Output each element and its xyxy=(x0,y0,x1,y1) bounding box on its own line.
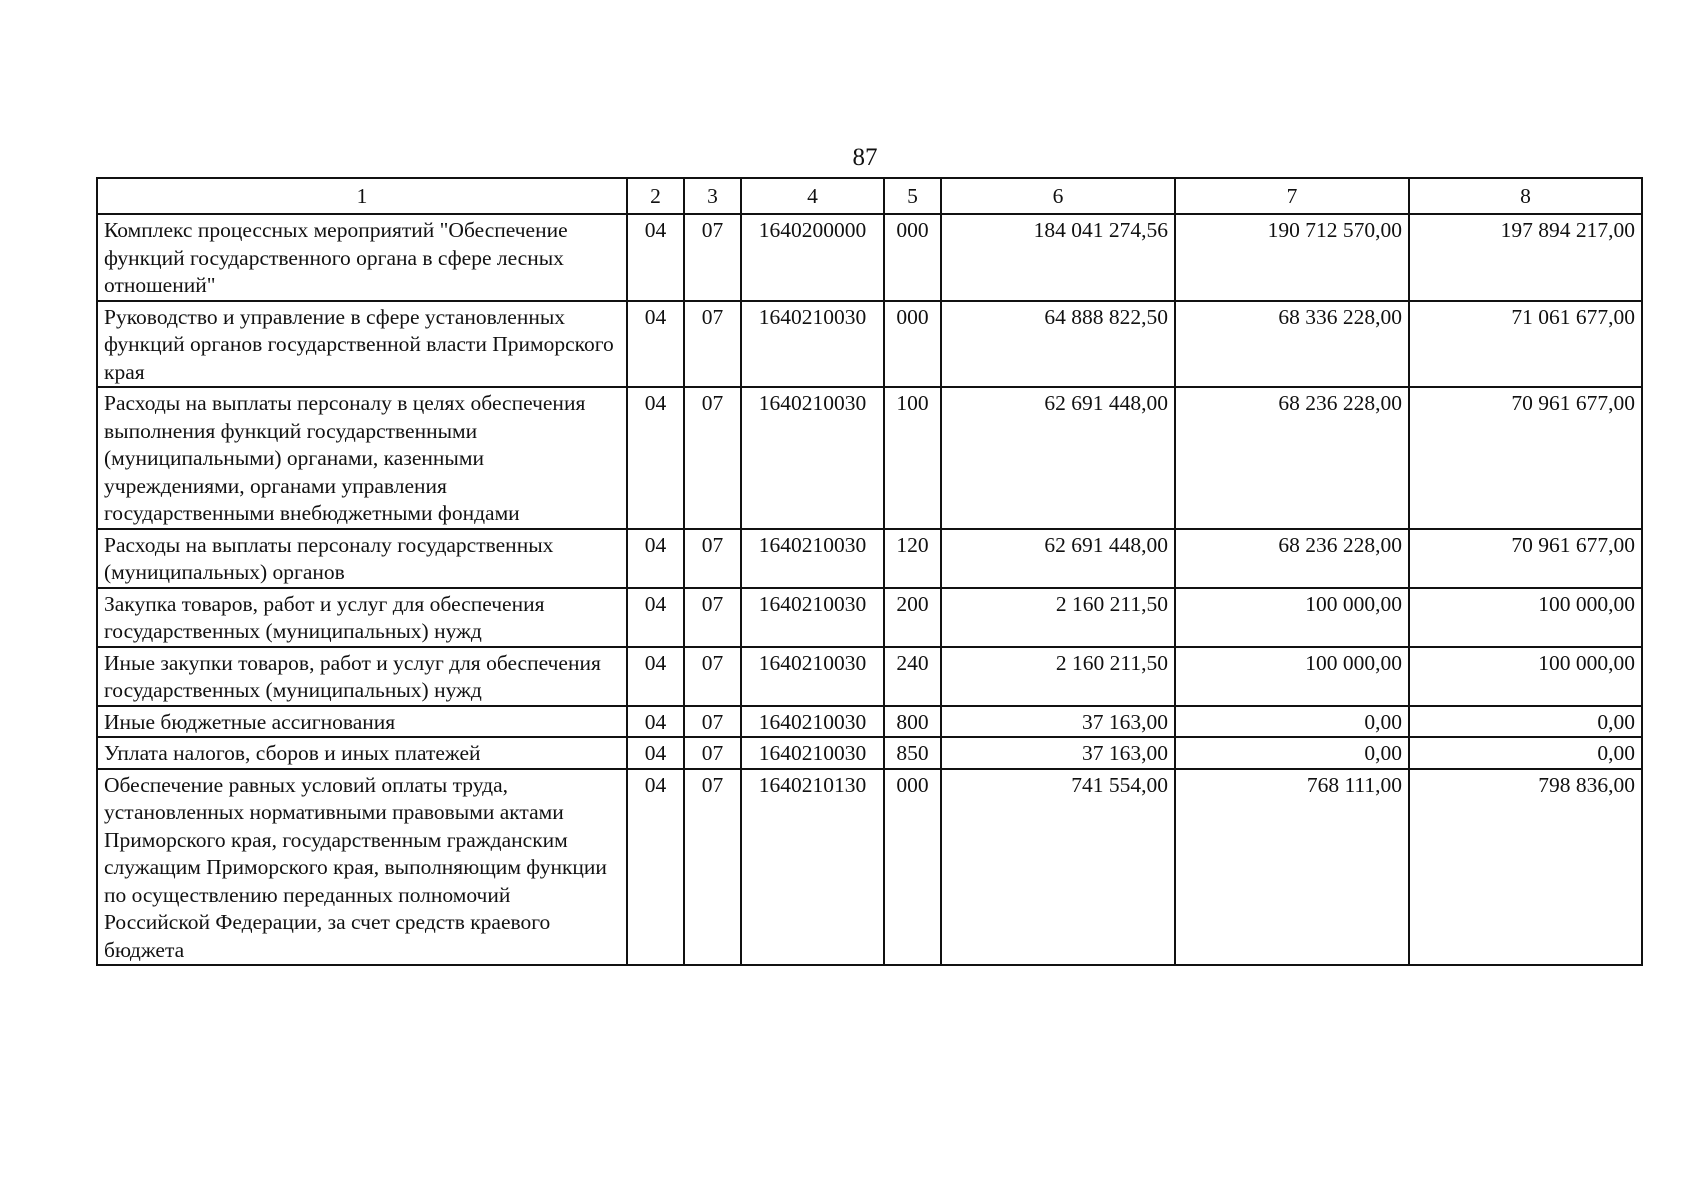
amount-col6: 741 554,00 xyxy=(941,769,1175,966)
amount-col6: 37 163,00 xyxy=(941,706,1175,738)
item-name: Расходы на выплаты персоналу государственных (муниципальных) органов xyxy=(97,529,627,588)
amount-col7: 190 712 570,00 xyxy=(1175,214,1409,301)
table-row xyxy=(97,769,1642,966)
target-article-code: 1640210030 xyxy=(741,647,884,706)
section-code: 04 xyxy=(627,737,684,769)
column-header: 5 xyxy=(884,178,941,214)
section-code: 04 xyxy=(627,301,684,388)
subsection-code: 07 xyxy=(684,647,741,706)
section-code: 04 xyxy=(627,214,684,301)
target-article-code: 1640210030 xyxy=(741,301,884,388)
item-name: Закупка товаров, работ и услуг для обеспечения государственных (муниципальных) нужд xyxy=(97,588,627,647)
budget-table xyxy=(96,177,1643,966)
section-code: 04 xyxy=(627,769,684,966)
table-row xyxy=(97,737,1642,769)
amount-col6: 62 691 448,00 xyxy=(941,387,1175,529)
target-article-code: 1640210130 xyxy=(741,769,884,966)
section-code: 04 xyxy=(627,706,684,738)
section-code: 04 xyxy=(627,647,684,706)
table-row xyxy=(97,301,1642,388)
expense-type-code: 000 xyxy=(884,769,941,966)
table-row xyxy=(97,529,1642,588)
column-header: 4 xyxy=(741,178,884,214)
target-article-code: 1640210030 xyxy=(741,529,884,588)
amount-col8: 0,00 xyxy=(1409,706,1642,738)
target-article-code: 1640200000 xyxy=(741,214,884,301)
column-header: 3 xyxy=(684,178,741,214)
subsection-code: 07 xyxy=(684,529,741,588)
target-article-code: 1640210030 xyxy=(741,387,884,529)
amount-col7: 100 000,00 xyxy=(1175,588,1409,647)
expense-type-code: 000 xyxy=(884,301,941,388)
amount-col8: 798 836,00 xyxy=(1409,769,1642,966)
target-article-code: 1640210030 xyxy=(741,706,884,738)
page-number: 87 xyxy=(852,144,878,171)
item-name: Комплекс процессных мероприятий "Обеспечение функций государственного органа в сфере лесных отношений" xyxy=(97,214,627,301)
subsection-code: 07 xyxy=(684,588,741,647)
column-header: 6 xyxy=(941,178,1175,214)
expense-type-code: 200 xyxy=(884,588,941,647)
amount-col7: 768 111,00 xyxy=(1175,769,1409,966)
amount-col8: 70 961 677,00 xyxy=(1409,387,1642,529)
expense-type-code: 800 xyxy=(884,706,941,738)
amount-col7: 68 236 228,00 xyxy=(1175,387,1409,529)
table-row xyxy=(97,647,1642,706)
item-name: Расходы на выплаты персоналу в целях обеспечения выполнения функций государственными (муниципальными) органами, казенными учреждениями, органами управления государственными внебюджетными фондами xyxy=(97,387,627,529)
amount-col6: 184 041 274,56 xyxy=(941,214,1175,301)
amount-col7: 68 236 228,00 xyxy=(1175,529,1409,588)
amount-col8: 100 000,00 xyxy=(1409,647,1642,706)
expense-type-code: 100 xyxy=(884,387,941,529)
column-header: 8 xyxy=(1409,178,1642,214)
section-code: 04 xyxy=(627,387,684,529)
column-header: 1 xyxy=(97,178,627,214)
item-name: Уплата налогов, сборов и иных платежей xyxy=(97,737,627,769)
amount-col6: 2 160 211,50 xyxy=(941,588,1175,647)
expense-type-code: 120 xyxy=(884,529,941,588)
amount-col6: 62 691 448,00 xyxy=(941,529,1175,588)
amount-col6: 64 888 822,50 xyxy=(941,301,1175,388)
target-article-code: 1640210030 xyxy=(741,588,884,647)
subsection-code: 07 xyxy=(684,769,741,966)
column-header: 7 xyxy=(1175,178,1409,214)
expense-type-code: 240 xyxy=(884,647,941,706)
subsection-code: 07 xyxy=(684,706,741,738)
section-code: 04 xyxy=(627,529,684,588)
subsection-code: 07 xyxy=(684,214,741,301)
amount-col8: 197 894 217,00 xyxy=(1409,214,1642,301)
target-article-code: 1640210030 xyxy=(741,737,884,769)
item-name: Иные бюджетные ассигнования xyxy=(97,706,627,738)
table-row xyxy=(97,387,1642,529)
amount-col7: 68 336 228,00 xyxy=(1175,301,1409,388)
column-header: 2 xyxy=(627,178,684,214)
table-row xyxy=(97,588,1642,647)
amount-col8: 100 000,00 xyxy=(1409,588,1642,647)
table-row xyxy=(97,214,1642,301)
amount-col8: 0,00 xyxy=(1409,737,1642,769)
expense-type-code: 000 xyxy=(884,214,941,301)
table-row xyxy=(97,706,1642,738)
subsection-code: 07 xyxy=(684,737,741,769)
amount-col8: 71 061 677,00 xyxy=(1409,301,1642,388)
amount-col6: 37 163,00 xyxy=(941,737,1175,769)
item-name: Обеспечение равных условий оплаты труда, установленных нормативными правовыми актами Приморского края, государственным гражданским служащим Приморского края, выполняющим функции по осуществлению переданных полномочий Российской Федерации, за счет средств краевого бюджета xyxy=(97,769,627,966)
section-code: 04 xyxy=(627,588,684,647)
amount-col6: 2 160 211,50 xyxy=(941,647,1175,706)
amount-col7: 100 000,00 xyxy=(1175,647,1409,706)
amount-col7: 0,00 xyxy=(1175,706,1409,738)
subsection-code: 07 xyxy=(684,301,741,388)
item-name: Руководство и управление в сфере установленных функций органов государственной власти Приморского края xyxy=(97,301,627,388)
amount-col7: 0,00 xyxy=(1175,737,1409,769)
expense-type-code: 850 xyxy=(884,737,941,769)
amount-col8: 70 961 677,00 xyxy=(1409,529,1642,588)
item-name: Иные закупки товаров, работ и услуг для обеспечения государственных (муниципальных) нужд xyxy=(97,647,627,706)
header-row xyxy=(97,178,1642,214)
subsection-code: 07 xyxy=(684,387,741,529)
